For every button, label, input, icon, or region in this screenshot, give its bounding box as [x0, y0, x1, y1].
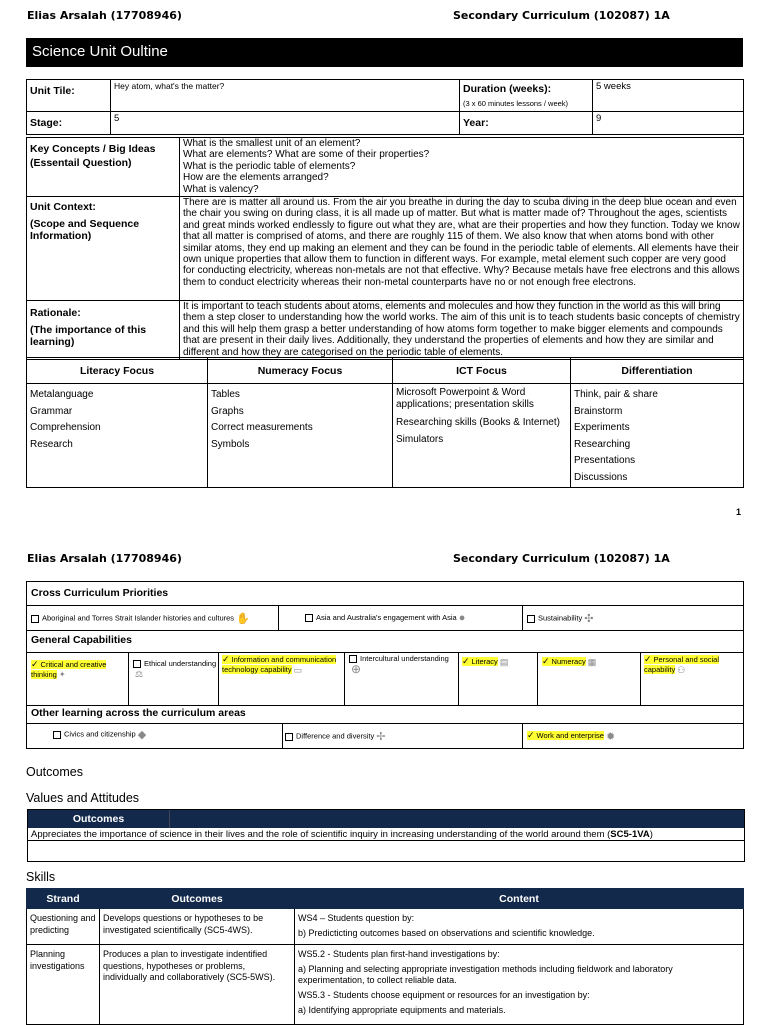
checkbox-icon: [285, 733, 293, 741]
other-civics: [53, 728, 146, 741]
check-icon: ✓: [644, 654, 652, 664]
numeracy-item: Symbols: [211, 438, 250, 450]
check-icon: ✓: [222, 654, 230, 664]
hand-icon: ✋: [236, 613, 250, 625]
gc-label: Critical and creative thinking: [31, 660, 107, 679]
checkbox-icon: [305, 614, 313, 622]
rationale-label: Rationale:: [30, 307, 81, 320]
ccp-label: Aboriginal and Torres Strait Islander histories and cultures: [42, 613, 235, 623]
year-label: Year:: [460, 112, 593, 135]
page-title: Science Unit Oultine: [32, 43, 168, 60]
ccp-title: Cross Curriculum Priorities: [31, 587, 169, 599]
check-icon: ✓: [542, 656, 550, 666]
ccp-item-aboriginal: [31, 612, 250, 625]
content-line: WS4 – Students question by:: [298, 913, 415, 923]
divider: [282, 724, 283, 749]
differentiation-item: Experiments: [574, 422, 630, 433]
ccp-item-sustainability: [527, 612, 593, 625]
key-question: What are elements? What are some of their properties?: [183, 149, 430, 161]
ict-list: [393, 384, 571, 488]
divider: [278, 606, 279, 630]
check-icon: ✓: [527, 730, 535, 741]
australia-icon: ◆: [137, 729, 147, 741]
gear-icon: ✹: [605, 731, 616, 743]
strand-header: Strand: [27, 889, 100, 909]
skills-heading: Skills: [26, 870, 56, 884]
content-line: WS5.3 - Students choose equipment or resources for an investigation by:: [298, 990, 590, 1000]
differentiation-item: Discussions: [574, 471, 628, 483]
globe-icon: ⊕: [351, 662, 362, 677]
bulb-icon: ✦: [58, 670, 66, 680]
leaf-icon: ✣: [584, 613, 594, 625]
values-table: [27, 809, 745, 862]
diversity-icon: ✢: [376, 731, 386, 743]
stage-value: 5: [111, 112, 460, 135]
duration-sub: (3 x 60 minutes lessons / week): [463, 99, 569, 108]
unit-context-label: Unit Context:: [30, 201, 96, 214]
people-icon: ⚇: [677, 665, 686, 676]
gc-numeracy: [542, 656, 596, 667]
outcomes-heading: Outcomes: [26, 765, 83, 779]
values-text: Appreciates the importance of science in their lives and the role of scientific inquiry in increasing understanding of the world around them (: [31, 829, 611, 840]
rationale-label-cell: [27, 301, 180, 360]
content-line: WS5.2 - Students plan first-hand investigations by:: [298, 949, 500, 959]
gc-label: Literacy: [471, 657, 498, 666]
other-label: Work and enterprise: [536, 731, 604, 741]
duration-label-cell: [460, 80, 593, 112]
ict-item: Simulators: [396, 433, 444, 445]
concepts-table: [26, 137, 744, 360]
gc-label: Personal and social capability: [644, 655, 720, 674]
ccp-label: Asia and Australia's engagement with Asia: [316, 612, 457, 622]
divider: [344, 653, 345, 705]
unit-info-table: [26, 79, 744, 135]
numeracy-focus-header: Numeracy Focus: [208, 358, 393, 384]
key-question: How are the elements arranged?: [183, 172, 329, 184]
course-header-2: Secondary Curriculum (102087) 1A: [453, 552, 670, 565]
importance-label: (The importance of this learning): [30, 324, 147, 349]
other-label: Difference and diversity: [296, 731, 375, 741]
values-header: Outcomes: [28, 810, 170, 828]
strand-cell: Questioning and predicting: [27, 909, 100, 945]
content-header: Content: [295, 889, 744, 909]
numeracy-item: Correct measurements: [211, 422, 313, 433]
numeracy-list: [208, 384, 393, 488]
curriculum-priorities-box: [26, 581, 744, 749]
unit-context-label-cell: [27, 197, 180, 301]
differentiation-item: Researching: [574, 438, 631, 450]
divider: [640, 653, 641, 705]
differentiation-item: Brainstorm: [574, 405, 623, 417]
content-cell: [295, 945, 744, 1025]
divider: [218, 653, 219, 705]
year-value: 9: [593, 112, 744, 135]
content-line: a) Identifying appropriate equipments and materials.: [298, 1005, 506, 1015]
divider: [522, 724, 523, 749]
literacy-list: [27, 384, 208, 488]
check-icon: ✓: [462, 656, 470, 666]
checkbox-icon: [133, 660, 141, 668]
gc-ict: [222, 654, 347, 675]
divider: [458, 653, 459, 705]
key-question: What is valency?: [183, 183, 259, 195]
checkbox-icon: [527, 615, 535, 623]
differentiation-item: Presentations: [574, 455, 636, 466]
content-line: b) Predicticting outcomes based on observations and scientific knowledge.: [298, 928, 595, 938]
gc-label: Ethical understanding: [144, 659, 217, 668]
numeracy-item: Graphs: [211, 405, 244, 417]
divider: [522, 606, 523, 630]
calculator-icon: ▦: [587, 657, 597, 668]
book-icon: ▤: [499, 657, 509, 668]
unit-context-text: There are is matter all around us. From the air you breathe in during the day to scuba diving in the deep blue ocean and even the chair you swing on during class, it is all made up of matter. But what is matter made of? Throughout the ages, scientists and great minds worked endlessly to figure out what they are, what are their properties and how they function. Today we know that all matter is comprised of atoms, and there are roughly 115 of them. We also know that when atoms bond with other similar atoms, they end up making an element and they can be found in the periodic table of elements. All elements have their own unique properties that allow them to function in different ways. For example, metal element such copper are very good for conducting electricity, whereas non-metals are not that effective. Why? Because metals have free electrons and this allows them to conduct electricity whereas their non-metal counterparts have no or not enough free electrons.: [180, 197, 744, 301]
gc-row: [27, 652, 743, 706]
title-banner: [26, 38, 743, 67]
outcomes-header: Outcomes: [100, 889, 295, 909]
content-line: a) Planning and selecting appropriate investigation methods including fieldwork and laboratory experimentation, to collect reliable data.: [298, 964, 673, 985]
ict-item: Microsoft Powerpoint & Word applications; presentation skills: [396, 387, 534, 410]
values-close: ): [649, 829, 653, 840]
literacy-item: Comprehension: [30, 422, 101, 433]
key-concepts-label: Key Concepts / Big Ideas: [30, 143, 156, 155]
gc-label: Intercultural understanding: [360, 654, 449, 663]
divider: [537, 653, 538, 705]
gc-intercultural: [349, 654, 459, 677]
unit-title-value: Hey atom, what's the matter?: [111, 80, 460, 112]
literacy-focus-header: Literacy Focus: [27, 358, 208, 384]
author-header: Elias Arsalah (17708946): [27, 9, 182, 22]
differentiation-item: Think, pair & share: [574, 389, 658, 400]
checkbox-icon: [31, 615, 39, 623]
author-header-2: Elias Arsalah (17708946): [27, 552, 182, 565]
scales-icon: ⚖: [135, 669, 144, 680]
scope-label: (Scope and Sequence Information): [30, 218, 140, 243]
numeracy-item: Tables: [211, 389, 240, 400]
gc-literacy: [462, 656, 508, 667]
ict-focus-header: ICT Focus: [393, 358, 571, 384]
literacy-item: Metalanguage: [30, 389, 94, 400]
check-icon: ✓: [31, 659, 39, 669]
asia-icon: ●: [458, 612, 466, 624]
other-diversity: [285, 730, 385, 743]
key-question: What is the smallest unit of an element?: [183, 138, 361, 149]
gc-label: Numeracy: [551, 657, 586, 666]
ccp-label: Sustainability: [538, 613, 583, 623]
ccp-row: [27, 605, 743, 631]
ccp-item-asia: [305, 612, 465, 624]
other-row: [27, 723, 743, 749]
page-number: 1: [736, 507, 742, 517]
essential-question-label: (Essentail Question): [30, 157, 132, 169]
other-work: [527, 730, 615, 743]
values-code: SC5-1VA: [610, 829, 650, 840]
checkbox-icon: [53, 731, 61, 739]
literacy-item: Research: [30, 438, 73, 450]
focus-table: [26, 357, 744, 488]
gc-critical-thinking: [31, 659, 126, 680]
ict-item: Researching skills (Books & Internet): [396, 417, 560, 428]
outcome-cell: Develops questions or hypotheses to be investigated scientifically (SC5-4WS).: [100, 909, 295, 945]
course-header: Secondary Curriculum (102087) 1A: [453, 9, 670, 22]
differentiation-list: [571, 384, 744, 488]
strand-cell: Planning investigations: [27, 945, 100, 1025]
values-outcome-text: [31, 829, 741, 840]
key-concepts-label-cell: [27, 138, 180, 197]
duration-label: Duration (weeks):: [463, 83, 552, 95]
stage-label: Stage:: [27, 112, 111, 135]
rationale-text: It is important to teach students about atoms, elements and molecules and how they function in the world as this will bring them a step closer to understanding how the world works. The aim of this unit is to teach students basic concepts of chemistry and this will help them grasp a better understanding of how atoms form together to make bigger elements and compounds that are present in their daily lives. Additionally, they understand the properties of elements and how they are similar and different and how they are categorised on the periodic table of elements.: [180, 301, 744, 360]
skills-table: [26, 888, 744, 1025]
key-question: What is the periodic table of elements?: [183, 160, 356, 172]
divider: [28, 840, 744, 841]
gc-ethical: [133, 659, 217, 679]
gc-personal-social: [644, 654, 742, 675]
differentiation-header: Differentiation: [571, 358, 744, 384]
gc-label: Information and communication technology capability: [222, 655, 337, 674]
other-title: Other learning across the curriculum areas: [31, 707, 246, 719]
values-heading: Values and Attitudes: [26, 791, 140, 805]
key-concepts-list: [180, 138, 744, 197]
gc-title: General Capabilities: [31, 634, 132, 646]
divider: [128, 653, 129, 705]
unit-title-label: Unit Tile:: [27, 80, 111, 112]
duration-value: 5 weeks: [593, 80, 744, 112]
other-label: Civics and citizenship: [64, 729, 136, 739]
content-cell: [295, 909, 744, 945]
outcome-cell: Produces a plan to investigate indentified questions, hypotheses or problems, individually and collaboratively (SC5-5WS).: [100, 945, 295, 1025]
laptop-icon: ▭: [293, 665, 303, 676]
literacy-item: Grammar: [30, 405, 73, 417]
